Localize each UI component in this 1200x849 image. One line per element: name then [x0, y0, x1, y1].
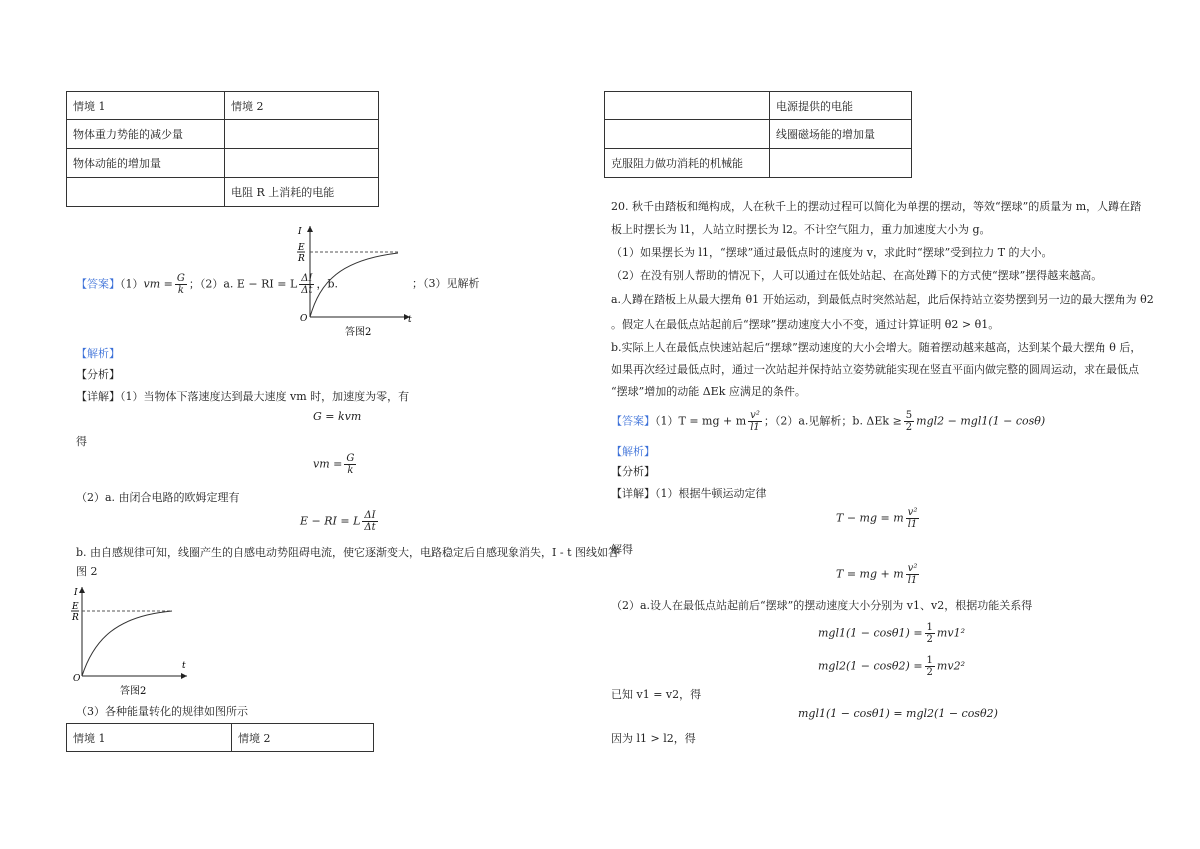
table1-cell: 物体动能的增加量 [67, 149, 225, 178]
q20-answer-line [611, 410, 1045, 433]
table3-cell [605, 120, 770, 149]
five-halves: $\frac{5}{2}$ [905, 410, 913, 433]
q20-line-8: 如果再次经过最低点时，通过一次站起并保持站立姿势就能实现在竖直平面内做完整的圆周运动，求在最低点 [611, 363, 1139, 376]
vm-eq: vm = [143, 277, 173, 291]
q20-line-6: 。假定人在最低点站起前后“摆球”摆动速度大小不变，通过计算证明 θ2 > θ1。 [611, 318, 1000, 331]
it-graph-2 [62, 584, 192, 698]
answer-1: （1） [120, 277, 144, 291]
table2-cell: 情境 1 [67, 724, 232, 752]
detail-b-2: 图 2 [76, 565, 98, 578]
axis-r-label: R [298, 254, 305, 264]
graph-caption: 答图2 [120, 686, 147, 697]
axis-t-label: t [182, 661, 186, 671]
table1-cell: 电阻 R 上消耗的电能 [225, 178, 379, 207]
detail-3: （3）各种能量转化的规律如图所示 [76, 705, 248, 718]
table3-cell: 克服阻力做功消耗的机械能 [605, 149, 770, 178]
jiede-text: 解得 [611, 543, 633, 556]
table1-cell: 情境 1 [67, 92, 225, 120]
answer-tag: 【答案】 [611, 414, 655, 428]
axis-i-label: I [298, 227, 302, 237]
v2-over-l1: $\frac{\text{v²}}{l1}$ [750, 410, 760, 433]
di-dt: $\frac{\Delta I}{\Delta t}$ [301, 273, 313, 296]
table3-cell: 线圈磁场能的增加量 [770, 120, 912, 149]
answer-tag: 【答案】 [76, 277, 120, 291]
graph-caption: 答图2 [345, 327, 372, 338]
axis-e-label: E [72, 602, 79, 612]
table1-cell [225, 120, 379, 149]
eq-energy-2: mgl2(1 − cosθ2) = $\frac{1}{2}$ mv2² [818, 655, 965, 678]
it-graph-1 [290, 222, 420, 340]
axis-i-label: I [74, 588, 78, 598]
table1-cell [67, 178, 225, 207]
detail-1: 【详解】（1）当物体下落速度达到最大速度 vm 时，加速度为零，有 [76, 390, 410, 403]
table3-cell [770, 149, 912, 178]
answer-2: ；（2）a.见解析；b. ΔEk ≥ [763, 414, 902, 428]
detail-2: （2）a. 由闭合电路的欧姆定理有 [76, 491, 240, 504]
jiexi-tag: 【解析】 [76, 347, 120, 360]
b-label: ，b. [316, 277, 339, 291]
q20-line-5: a.人蹲在踏板上从最大摆角 θ1 开始运动，到最低点时突然站起，此后保持站立姿势摆到另一边的最大摆角为 θ2 [611, 293, 1154, 306]
table2-cell: 情境 2 [232, 724, 374, 752]
g-over-k: $\frac{G}{k}$ [176, 273, 185, 296]
table1-cell: 物体重力势能的减少量 [67, 120, 225, 149]
eq-g-kvm: G = kvm [313, 410, 362, 423]
eq-newton: T − mg = m $\frac{\text{v²}}{l1}$ [836, 507, 918, 530]
eq-tension: T = mg + m $\frac{\text{v²}}{l1}$ [836, 563, 918, 586]
jiexi-tag-right: 【解析】 [611, 445, 655, 458]
eq-ohm: E − RI = L $\frac{\Delta I}{\Delta t}$ [300, 510, 376, 533]
energy-table-1 [66, 91, 379, 207]
answer-1: （1）T = mg + m [655, 414, 747, 428]
known-text: 已知 v1 = v2，得 [611, 688, 702, 701]
answer-3: ；（3）见解析 [412, 277, 480, 290]
answer-2-tail: mgl2 − mgl1(1 − cosθ) [916, 414, 1046, 428]
eq-vm-gk: vm = $\frac{G}{k}$ [313, 453, 355, 476]
q20-line-2: 板上时摆长为 l1，人站立时摆长为 l2。不计空气阻力，重力加速度大小为 g。 [611, 223, 991, 236]
q20-line-1: 20. 秋千由踏板和绳构成，人在秋千上的摆动过程可以简化为单摆的摆动，等效“摆球”的质量为 m，人蹲在踏 [611, 200, 1142, 213]
q20-line-7: b.实际上人在最低点快速站起后“摆球”摆动速度的大小会增大。随着摆动越来越高，达到某个最大摆角 θ 后， [611, 341, 1142, 354]
fenxi-tag: 【分析】 [76, 368, 120, 381]
energy-table-2 [66, 723, 374, 752]
detail-right-2: （2）a.设人在最低点站起前后“摆球”的摆动速度大小分别为 v1、v2，根据功能关系得 [611, 599, 1033, 612]
fenxi-tag-right: 【分析】 [611, 465, 655, 478]
table3-cell: 电源提供的电能 [770, 92, 912, 120]
axis-o-label: O [73, 674, 81, 684]
energy-table-3 [604, 91, 912, 178]
semicolon: ； [188, 277, 200, 291]
axis-r-label: R [72, 613, 79, 623]
detail-right-1: 【详解】（1）根据牛顿运动定律 [611, 487, 767, 500]
q20-line-3: （1）如果摆长为 l1，“摆球”通过最低点时的速度为 v，求此时“摆球”受到拉力 T 的大小。 [611, 246, 1053, 259]
detail-b-1: b. 由自感规律可知，线圈产生的自感电动势阻碍电流，使它逐渐变大，电路稳定后自感现象消失，I - t 图线如答 [76, 546, 620, 559]
axis-o-label: O [300, 314, 308, 324]
axis-e-label: E [298, 243, 305, 253]
table3-cell [605, 92, 770, 120]
because-text: 因为 l1 > l2，得 [611, 732, 696, 745]
q20-line-4: （2）在没有别人帮助的情况下，人可以通过在低处站起、在高处蹲下的方式使“摆球”摆得越来越高。 [611, 269, 1103, 282]
de-text: 得 [76, 435, 87, 448]
table1-cell: 情境 2 [225, 92, 379, 120]
eq-energy-1: mgl1(1 − cosθ1) = $\frac{1}{2}$ mv1² [818, 622, 965, 645]
answer-2: （2）a. E − RI = L [199, 277, 298, 291]
axis-t-label: t [408, 315, 412, 325]
q20-line-9: “摆球”增加的动能 ΔEk 应满足的条件。 [611, 385, 806, 398]
eq-energy-3: mgl1(1 − cosθ1) = mgl2(1 − cosθ2) [798, 707, 998, 720]
table1-cell [225, 149, 379, 178]
